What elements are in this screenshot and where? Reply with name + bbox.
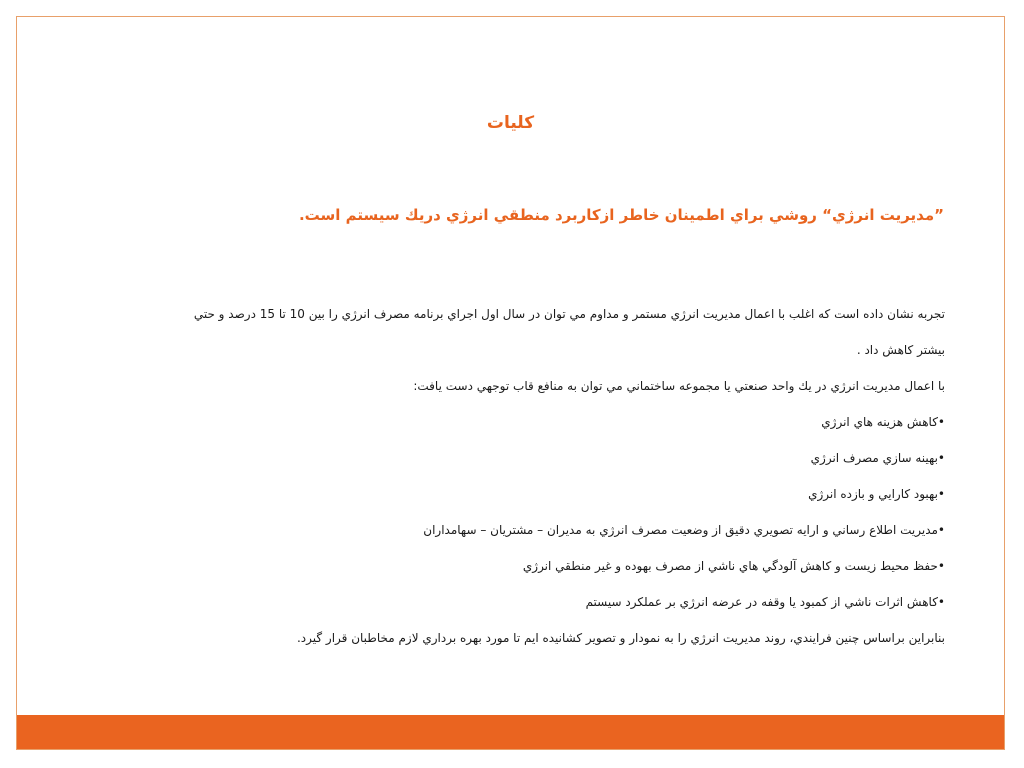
bullet-item: •كاهش هزينه هاي انرژي — [821, 415, 945, 429]
bullet-item: •مديريت اطلاع رساني و ارايه تصويري دقيق از وضعيت مصرف انرژي به مديران – مشتريان – سهامداران — [423, 523, 945, 537]
intro-text: با اعمال مديريت انرژي در يك واحد صنعتي يا مجموعه ساختماني مي توان به منافع قاب توجهي دست يافت: — [413, 379, 945, 393]
definition-text: ”مديريت انرژي“ روشي براي اطمينان خاطر ازكاربرد منطقي انرژي دريك سيستم است. — [298, 206, 944, 224]
bullet-item: •كاهش اثرات ناشي از كمبود يا وقفه در عرضه انرژي بر عملكرد سيستم — [585, 595, 945, 609]
paragraph-line-1: تجربه نشان داده است كه اغلب با اعمال مديريت انرژي مستمر و مداوم مي توان در سال اول اجراي برنامه مصرف انرژي را بين 10 تا 15 درصد و حتي — [193, 307, 945, 321]
footer-bar — [17, 715, 1004, 749]
paragraph-line-2: بيشتر كاهش داد . — [856, 343, 945, 357]
conclusion-text: بنابراين براساس چنين فرايندي، روند مديريت انرژي را به نمودار و تصوير كشانيده ايم تا مورد بهره برداري لازم مخاطبان قرار گيرد. — [296, 631, 945, 645]
bullet-item: •بهبود كارايي و بازده انرژي — [808, 487, 945, 501]
bullet-item: •بهينه سازي مصرف انرژي — [810, 451, 945, 465]
slide-title: كليات — [486, 113, 535, 133]
bullet-item: •حفظ محيط زيست و كاهش آلودگي هاي ناشي از مصرف بهوده و غير منطقي انرژي — [522, 559, 945, 573]
body-text — [105, 303, 945, 663]
slide — [16, 16, 1005, 750]
